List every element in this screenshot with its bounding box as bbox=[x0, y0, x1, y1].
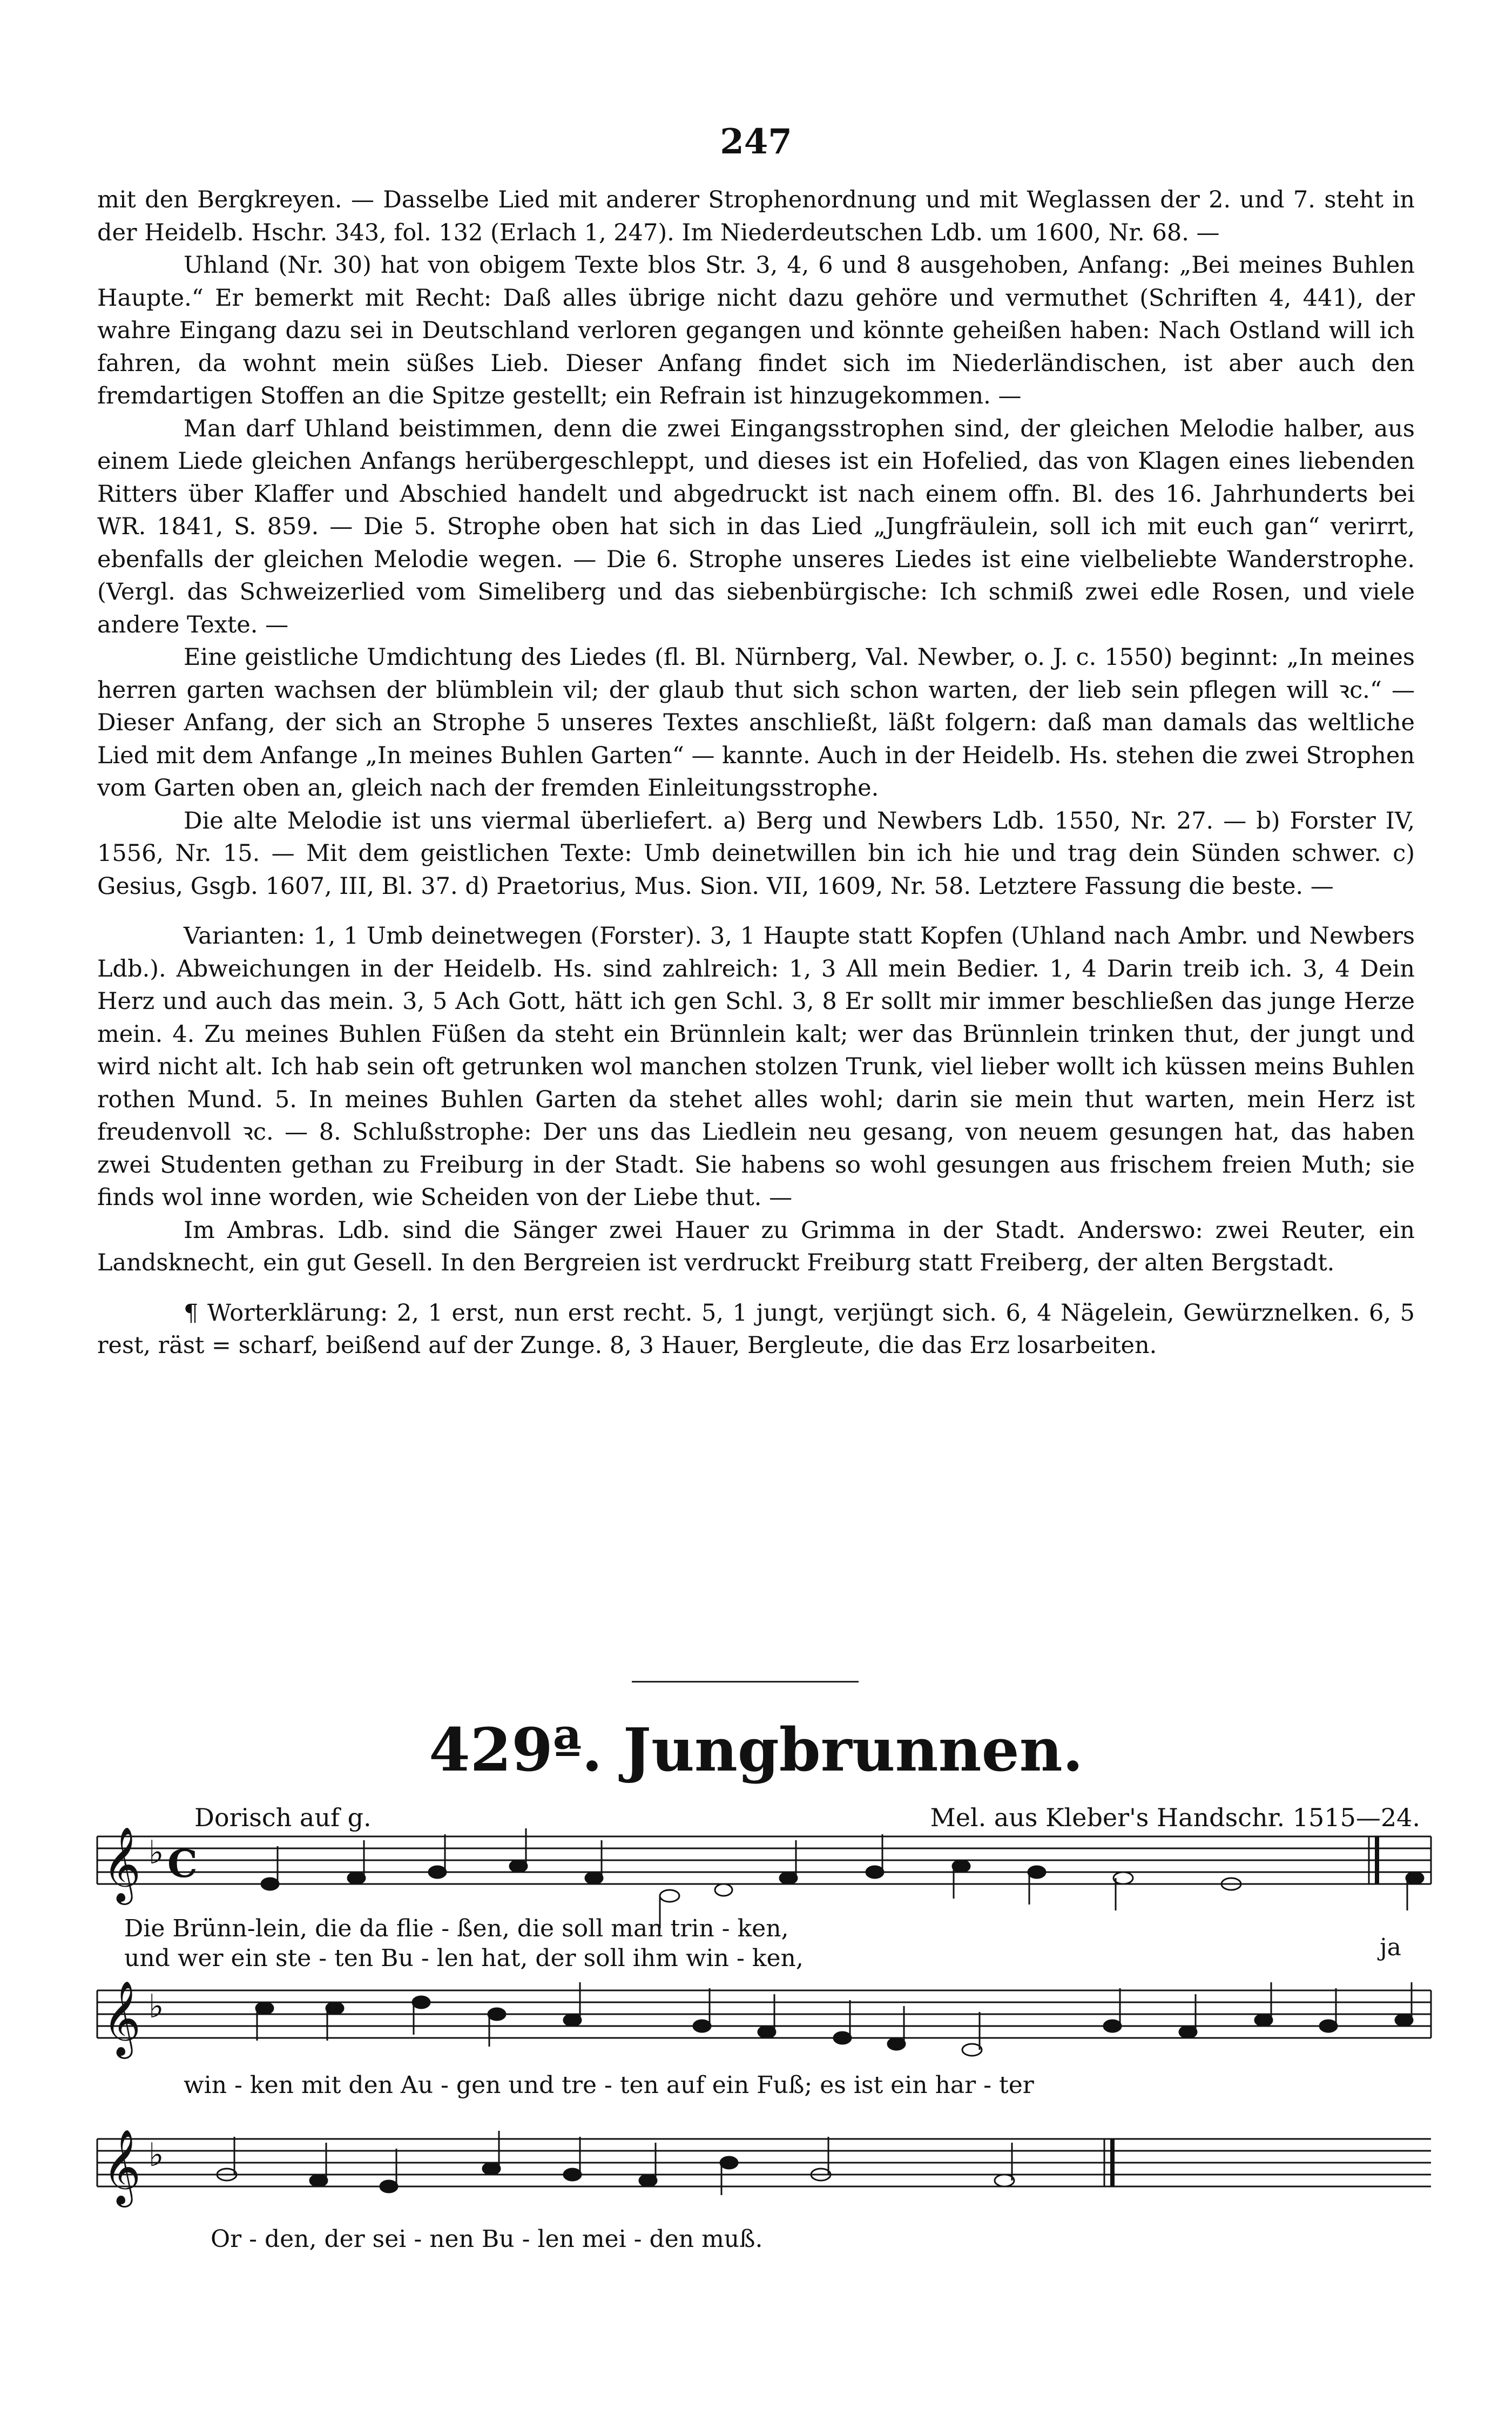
music-notation bbox=[0, 1826, 1512, 2409]
common-time-icon: C bbox=[167, 1841, 198, 1886]
staff-1 bbox=[97, 1836, 1431, 1884]
lyrics-line-1a: Die Brünn-lein, die da flie - ßen, die soll man trin - ken, bbox=[124, 1915, 789, 1942]
flat-icon: ♭ bbox=[148, 1834, 164, 1872]
paragraph-glossary: ¶ Worterklärung: 2, 1 erst, nun erst recht. 5, 1 jungt, verjüngt sich. 6, 4 Nägelein, Gewürznelken. 6, 5 rest, räst = scharf, beißend auf der Zunge. 8, 3 Hauer, Bergleute, die das Erz losarbeiten. bbox=[97, 1299, 1415, 1359]
lyrics-line-3: Or - den, der sei - nen Bu - len mei - den muß. bbox=[211, 2225, 763, 2253]
song-title: 429ª. Jungbrunnen. bbox=[429, 1715, 1083, 1785]
paragraph-variants: Varianten: 1, 1 Umb deinetwegen (Forster). 3, 1 Haupte statt Kopfen (Uhland nach Ambr. und Newbers Ldb.). Abweichungen in der Heidelb. Hs. sind zahlreich: 1, 3 All mein Bedier. 1, 4 Darin treib ich. 3, 4 Dein Herz und auch das mein. 3, 5 Ach Gott, hätt ich gen Schl. 3, 8 Er sollt mir immer beschließen das junge Herze mein. 4. Zu meines Buhlen Füßen da steht ein Brünnlein kalt; wer das Brünnlein trinken thut, der jungt und wird nicht alt. Ich hab sein oft getrunken wol manchen stolzen Trunk, viel lieber wollt ich küssen meins Buhlen rothen Mund. 5. In meines Buhlen Garten da stehet alles wohl; darin sie mein thut warten, mein Herz ist freudenvoll ꝛc. — 8. Schlußstrophe: Der uns das Liedlein neu gesang, von neuem gesungen hat, das haben zwei Studenten gethan zu Freiburg in der Stadt. Sie habens so wohl gesungen aus frischem freien Muth; sie finds wol inne worden, wie Scheiden von der Liebe thut. — bbox=[97, 923, 1415, 1211]
song-source: Mel. aus Kleber's Handschr. 1515—24. bbox=[930, 1803, 1420, 1832]
commentary-text bbox=[97, 184, 1415, 1362]
flat-icon: ♭ bbox=[148, 1988, 164, 2025]
staff-3 bbox=[97, 2139, 1431, 2186]
treble-clef-icon: 𝄞 bbox=[103, 1981, 141, 2056]
section-divider bbox=[632, 1681, 859, 1683]
lyrics-ja: ja bbox=[1380, 1934, 1401, 1961]
paragraph-5: Die alte Melodie ist uns viermal überliefert. a) Berg und Newbers Ldb. 1550, Nr. 27. — b) Forster IV, 1556, Nr. 15. — Mit dem geistlichen Texte: Umb deinetwillen bin ich hie und trag dein Sünden schwer. c) Gesius, Gsgb. 1607, III, Bl. 37. d) Praetorius, Mus. Sion. VII, 1609, Nr. 58. Letztere Fassung die beste. — bbox=[97, 807, 1415, 900]
page-number: 247 bbox=[720, 122, 792, 162]
paragraph-2: Uhland (Nr. 30) hat von obigem Texte blos Str. 3, 4, 6 und 8 ausgehoben, Anfang: „Bei meines Buhlen Haupte.“ Er bemerkt mit Recht: Daß alles übrige nicht dazu gehöre und vermuthet (Schriften 4, 441), der wahre Eingang dazu sei in Deutschland verloren gegangen und könnte geheißen haben: Nach Ostland will ich fahren, da wohnt mein süßes Lieb. Dieser Anfang findet sich im Niederländischen, ist aber auch den fremdartigen Stoffen an die Spitze gestellt; ein Refrain ist hinzugekommen. — bbox=[97, 252, 1415, 409]
paragraph-6: Im Ambras. Ldb. sind die Sänger zwei Hauer zu Grimma in der Stadt. Anderswo: zwei Reuter, ein Landsknecht, ein gut Gesell. In den Bergreien ist verdruckt Freiburg statt Freiberg, der alten Bergstadt. bbox=[97, 1216, 1415, 1276]
treble-clef-icon: 𝄞 bbox=[103, 2129, 141, 2204]
treble-clef-icon: 𝄞 bbox=[103, 1827, 141, 1902]
lyrics-line-1b: und wer ein ste - ten Bu - len hat, der soll ihm win - ken, bbox=[124, 1944, 804, 1972]
song-mode: Dorisch auf g. bbox=[194, 1803, 372, 1832]
paragraph-4: Eine geistliche Umdichtung des Liedes (fl. Bl. Nürnberg, Val. Newber, o. J. c. 1550) beginnt: „In meines herren garten wachsen der blümblein vil; der glaub thut sich schon warten, der lieb sein pflegen will ꝛc.“ — Dieser Anfang, der sich an Strophe 5 unseres Textes anschließt, läßt folgern: daß man damals das weltliche Lied mit dem Anfange „In meines Buhlen Garten“ — kannte. Auch in der Heidelb. Hs. stehen die zwei Strophen vom Garten oben an, gleich nach der fremden Einleitungsstrophe. bbox=[97, 644, 1415, 802]
lyrics-line-2: win - ken mit den Au - gen und tre - ten auf ein Fuß; es ist ein har - ter bbox=[184, 2071, 1034, 2099]
flat-icon: ♭ bbox=[148, 2136, 164, 2174]
paragraph-1: mit den Bergkreyen. — Dasselbe Lied mit anderer Strophenordnung und mit Weglassen der 2. und 7. steht in der Heidelb. Hschr. 343, fol. 132 (Erlach 1, 247). Im Niederdeutschen Ldb. um 1600, Nr. 68. — bbox=[97, 186, 1415, 246]
paragraph-3: Man darf Uhland beistimmen, denn die zwei Eingangsstrophen sind, der gleichen Melodie halber, aus einem Liede gleichen Anfangs herübergeschleppt, und dieses ist ein Hofelied, das von Klagen eines liebenden Ritters über Klaffer und Abschied handelt und abgedruckt ist nach einem offn. Bl. des 16. Jahrhunderts bei WR. 1841, S. 859. — Die 5. Strophe oben hat sich in das Lied „Jungfräulein, soll ich mit euch gan“ verirrt, ebenfalls der gleichen Melodie wegen. — Die 6. Strophe unseres Liedes ist eine vielbeliebte Wanderstrophe. (Vergl. das Schweizerlied vom Simeliberg und das siebenbürgische: Ich schmiß zwei edle Rosen, und viele andere Texte. — bbox=[97, 415, 1415, 638]
